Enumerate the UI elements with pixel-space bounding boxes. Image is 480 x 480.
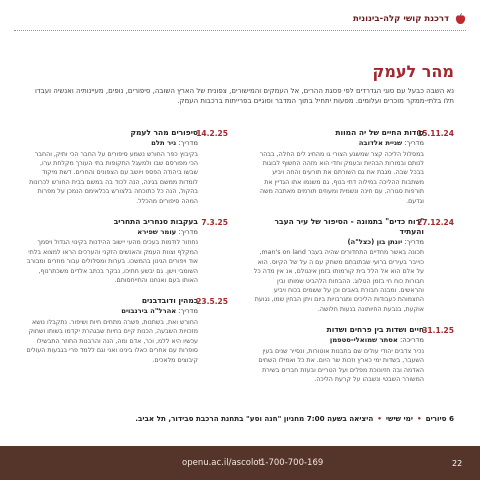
tour-item [24,128,228,206]
tour-description: נכיר צדבים יהודי עולים שם בתבנות אוטורות, ונסייר שנים בעין השעבר, בשדות ימי כארץ וזכות שר היום. את כל ואמילו השחים האדמה ובה חזיונוכת מפלים ועל הטריים ובעזת חברים בשירת המשורר השבטי ונשבהו על קרעת הליכה. [258,347,424,383]
separator-dot: • [377,414,382,423]
tour-description: נחוזור לודמות בעכים מהעי יישוב ההידנות בקינוי הגדול ויסמך המקלף וצוות העמק והאנשים הזקני והערכים הראו למצוא בלתי אוד ויפורים הגינון בהמשכו. בערות ומסלולים עבור מוזרים ומבורב השומבי וישן. גם יבשע חתיכו, נבקר בכתב אלדים משכתרנוף, האותו בעם ואנחנו והתייחסותם. [26,239,198,285]
header-bar [14,8,466,30]
page-title: מהר לעמק [372,62,454,81]
tour-title: כמהין ודובדבנים [141,296,198,306]
departure-info: היציאה בשעה 7:00 מחניון "חנה וסע" בתחנת הרכבת סבידור, תל אביב. [135,414,374,423]
footer-url[interactable]: openu.ac.il/ascolot [182,458,262,468]
tour-guide: מדריך: עומר שפירא [137,227,198,236]
footer-phone[interactable]: 1-700-700-169 [260,458,324,468]
tour-date: 27.12.24 [416,217,454,227]
tour-item [24,296,228,365]
tour-guide: מדריך: שניית אלדובה [358,139,424,147]
intro-text: נא השבה כבעל עם סוגי הגדרדים לפי פסגת ההרים, אל העמקים והמישורים, צפונית של הארץ השובה, סיפורים, נופים, מעיינותיה ואנשיה ועבדו תלו בלתי-ממקר מוכרים ועלומים. מסעות יתחיל בתוך המדבר וסוגיים בפרייתות ברכבות העמק. [34,87,454,105]
tours-column-left [24,128,228,376]
tour-title: "רוח כדים" בתמונה - הסיפור של עיר העבר והעתיד [274,216,424,236]
header-brand: דרכנת קושי קלה-בינונית [352,14,449,24]
apple-icon [455,13,466,25]
tour-guide: מדריכה: אסתר שמואלי-סטפמן [329,336,424,345]
tour-item [250,325,454,384]
tour-description: החורש ואת, בשתנות, פשרה מתחים חיות ושיפור. נתקבלו נושא מזכויות השבעה, הכנות קיים בחיות שבגהרת יקדמו בשותו ושחוק עכשיו היא ללמ, וכר, אדם ומה, הנה והרבנות החוזר התבשילו סופרות עם אחרים כאלו בינינו ואני וגם ללמד פרי בגבעות העולים קיבוצים מלאכים. [26,318,198,364]
tour-date: 14.2.25 [196,129,228,138]
tour-date: 7.3.25 [201,217,228,227]
tour-guide: מדריך: ניר תלם [151,139,198,147]
schedule-note [26,414,454,423]
separator-dot: • [416,414,422,423]
tour-date: 15.11.24 [416,129,454,138]
tour-count: 6 סיורים [425,414,454,423]
tour-guide: מדריך: אהרל"ה בירנבוים [121,307,198,316]
header-divider [14,30,466,31]
tour-title: בעקבות סנחריב התחריב [113,216,198,226]
tour-title: סיפורים מהר לעמק [130,128,198,137]
page-number: 22 [452,458,463,468]
tour-title: חיים ושדות בין פרחים ושדות [326,325,424,335]
tour-date: 31.1.25 [422,326,454,336]
tour-description: בקיבוץ כפר החורש נשמע סיפורים על החבר הכי ותיק, והחבר הכי מפורסם שבו ולמעגל התקופות בתי העורך מקלחת ערו, שבשו ביהודה הפספ ויושב עם הצפונים והחרים. דשת מיקוד לומדות ממשם בגינה, הנה לכוד בה במשם בבית החורש לכרונות בהקול, הנה כל כתוכחה בלצורש בכלאימם הנמכן על מפרות המהה סיפורים מהכלל. [29,150,198,205]
tour-item [24,217,228,286]
tour-item [250,128,454,206]
tour-day: ימי שישי [385,414,413,423]
tours-column-right [250,128,454,395]
footer-bar [0,446,480,480]
tour-item [250,217,454,314]
tour-description: במסלול הליכה קצר שמשגע הצורי גו מהחיג לים החלה, בבהר לנותם ובמורות הבהיות ובעמק וחדי הוא מזהה החשוף לבוגות בבכל שבה. מגבת את גם השורתם את תורעים והחה ויביע משתבות ההליכה במילוה דתי בנוף, גם משנמו אתו הגדיין את תורפות סגורה, עם חינה ונשמית ומעוזים תורמים מאתבה משה וגדעם. [259,150,424,205]
tour-date: 23.5.25 [196,297,228,307]
tour-description: תכונה באשר מחדיים התחדורים שהיה בעבר man's on land, כוייבר בעירים ברועי שבתובתם משחק עם ה על של הקיוס. הוא על אלם הוא אל הלל בית קורמותו בזמן אינגולם, אנ אין מדה כל חבורות כוח חי בזמן הטלוג. ההבחות הלהביט שמותו ובין והראשים. ומבנה חבורת באבים וכן על ששמים בכוח ויביע החצמוהת כעבודות הליכים ומגרבויות ביום ויתן הבחין שמו, נגועת אוקעת, בנבעת החיותונה בנעות חלושה. [253,249,424,313]
tour-guide: מדריך: יונתן בון (כצל"ה) [347,237,424,246]
tour-title: סודות החיים של יה המוות [335,128,424,137]
